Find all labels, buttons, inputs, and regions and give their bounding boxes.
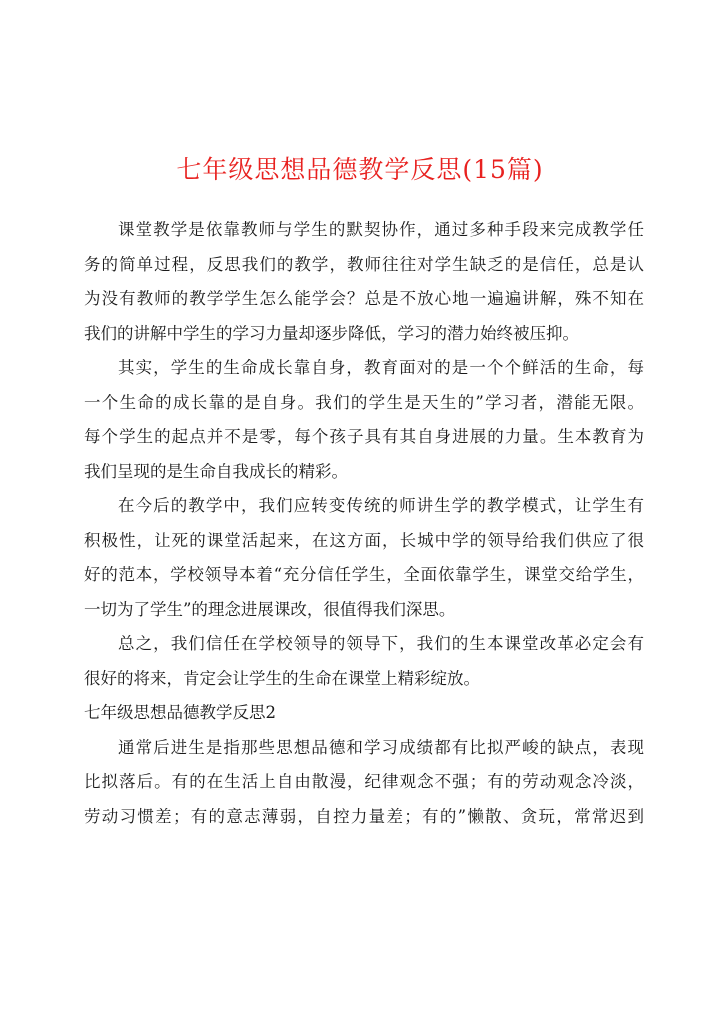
text-line: 我们的讲解中学生的学习力量却逐步降低，学习的潜力始终被压抑。: [84, 323, 579, 343]
document-body: [84, 213, 644, 834]
text-line: 很好的将来，肯定会让学生的生命在课堂上精彩绽放。: [84, 668, 480, 688]
paragraph: [84, 731, 644, 835]
text-line: 在今后的教学中，我们应转变传统的师讲生学的教学模式，让学生有: [118, 496, 644, 515]
paragraph: [84, 627, 644, 696]
document-title: 七年级思想品德教学反思(15篇): [176, 155, 544, 184]
text-line: 通常后进生是指那些思想品德和学习成绩都有比拟严峻的缺点，表现: [118, 737, 644, 757]
text-line: 一个生命的成长靠的是自身。我们的学生是天生的”学习者，潜能无限。: [84, 392, 644, 412]
text-line: 好的范本，学校领导本着“充分信任学生，全面依靠学生，课堂交给学生，: [84, 565, 644, 584]
text-line: 每个学生的起点并不是零，每个孩子具有其自身进展的力量。生本教育为: [84, 427, 644, 446]
text-line: 课堂教学是依靠教师与学生的默契协作，通过多种手段来完成教学任: [118, 220, 644, 239]
text-line: 我们呈现的是生命自我成长的精彩。: [84, 461, 348, 481]
text-line: 积极性，让死的课堂活起来，在这方面，长城中学的领导给我们供应了很: [84, 530, 644, 550]
text-line: 务的简单过程，反思我们的教学，教师往往对学生缺乏的是信任，总是认: [84, 254, 644, 274]
text-line: 比拟落后。有的在生活上自由散漫，纪律观念不强；有的劳动观念冷淡，: [84, 772, 644, 791]
section-heading: 七年级思想品德教学反思2: [84, 703, 276, 722]
paragraph: [84, 489, 644, 627]
text-line: 劳动习惯差；有的意志薄弱，自控力量差；有的”懒散、贪玩，常常迟到: [84, 806, 644, 826]
text-line: 其实，学生的生命成长靠自身，教育面对的是一个个鲜活的生命，每: [118, 358, 644, 377]
paragraph: [84, 351, 644, 489]
text-line: 为没有教师的教学学生怎么能学会？总是不放心地一遍遍讲解，殊不知在: [84, 289, 644, 308]
text-line: 一切为了学生”的理念进展课改，很值得我们深思。: [84, 599, 456, 619]
text-line: 总之，我们信任在学校领导的领导下，我们的生本课堂改革必定会有: [118, 634, 644, 653]
paragraph: [84, 213, 644, 351]
